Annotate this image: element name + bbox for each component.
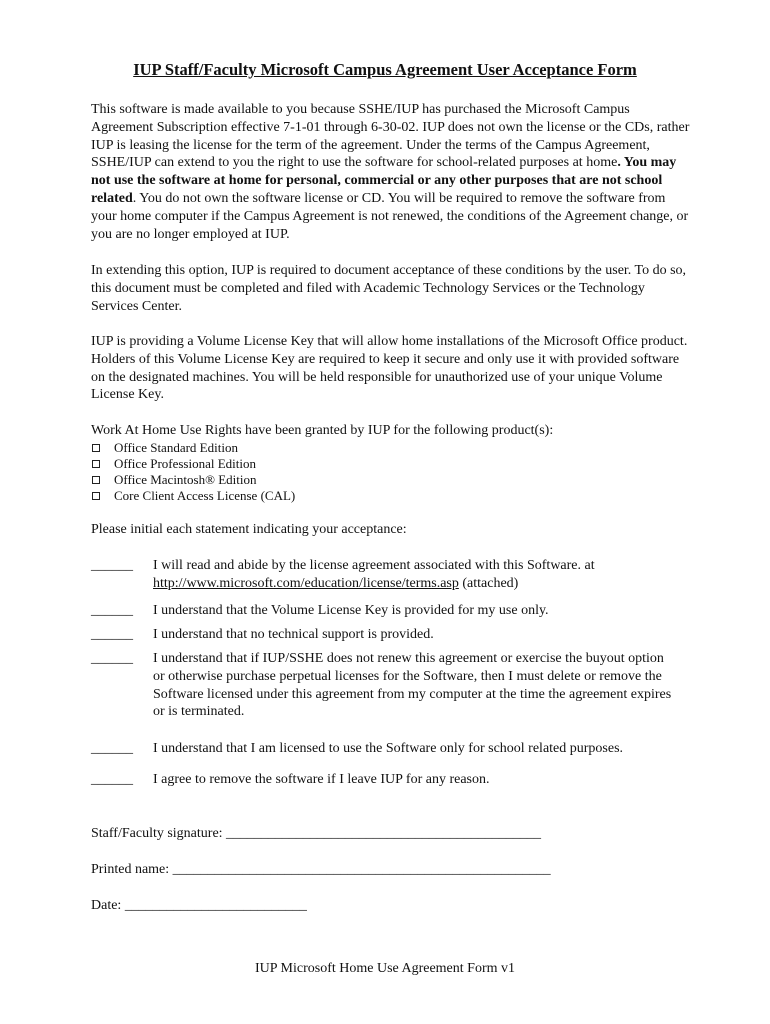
initial-prompt: Please initial each statement indicating your acceptance: (91, 522, 407, 537)
statement-row (91, 740, 691, 758)
initial-blank[interactable]: ______ (91, 558, 133, 573)
intro-text-1: This software is made available to you because SSHE/IUP has purchased the Microsoft Campus Agreement Subscription effective 7-1-01 through 6-30-02. IUP does not own the license or the CDs, rather IUP is leasing the license for the term of the agreement. Under the terms of the Campus Agreement, SSHE/IUP can extend to you the right to use the software for school-related purposes at home (91, 102, 690, 171)
initial-blank[interactable]: ______ (91, 772, 133, 787)
product-label: Office Macintosh® Edition (114, 472, 257, 487)
statement-row (91, 650, 691, 721)
initial-blank[interactable]: ______ (91, 741, 133, 756)
statement-text: I understand that no technical support is provided. (153, 627, 434, 642)
statement-row (91, 557, 691, 593)
signature-line[interactable]: Staff/Faculty signature: _____________________________________________ (91, 826, 542, 841)
product-label: Office Professional Edition (114, 456, 257, 471)
rights-heading: Work At Home Use Rights have been granted by IUP for the following product(s): (91, 423, 554, 438)
intro-bold-text: . You may not use the software at home for personal, commercial or any other purposes that are not school related (91, 155, 677, 206)
statement-row (91, 771, 691, 789)
product-label: Core Client Access License (CAL) (114, 488, 296, 503)
intro-text-2: . You do not own the software license or CD. You will be required to remove the software from your home computer if the Campus Agreement is not renewed, the conditions of the Agreement change, or you are no longer employed at IUP. (91, 190, 689, 242)
statement-text: I will read and abide by the license agreement associated with this Software. at http://www.microsoft.com/education/license/terms.asp (attached) (153, 558, 595, 591)
checkbox-icon[interactable] (92, 460, 100, 468)
page-footer: IUP Microsoft Home Use Agreement Form v1 (255, 961, 515, 976)
statement-text: I understand that if IUP/SSHE does not renew this agreement or exercise the buyout option or otherwise purchase perpetual licenses for the Software, then I must delete or remove the Software licensed under this agreement from my computer at the time the agreement expires or is terminated. (153, 651, 672, 720)
product-list (91, 440, 295, 504)
license-key-text: IUP is providing a Volume License Key that will allow home installations of the Microsoft Office product. Holders of this Volume License Key are required to keep it secure and only use it with provided software on the designated machines. You will be held responsible for unauthorized use of your unique Volume License Key. (91, 334, 688, 403)
extension-paragraph (91, 262, 691, 315)
checkbox-icon[interactable] (92, 492, 100, 500)
initial-blank[interactable]: ______ (91, 603, 133, 618)
document-title: IUP Staff/Faculty Microsoft Campus Agreement User Acceptance Form (133, 60, 637, 79)
statement-text: I understand that the Volume License Key is provided for my use only. (153, 603, 549, 618)
initial-blank[interactable]: ______ (91, 651, 133, 666)
checkbox-icon[interactable] (92, 476, 100, 484)
license-key-paragraph (91, 333, 691, 404)
product-item (91, 440, 295, 456)
statement-row (91, 626, 691, 644)
statement-text: I understand that I am licensed to use the Software only for school related purposes. (153, 741, 624, 756)
date-line[interactable]: Date: __________________________ (91, 898, 307, 913)
extension-text: In extending this option, IUP is required to document acceptance of these conditions by the user. To do so, this document must be completed and filed with Academic Technology Services or the Technology Services Center. (91, 263, 687, 314)
statement-text: I agree to remove the software if I leave IUP for any reason. (153, 772, 490, 787)
initial-blank[interactable]: ______ (91, 627, 133, 642)
product-item (91, 472, 295, 488)
product-item (91, 456, 295, 472)
checkbox-icon[interactable] (92, 444, 100, 452)
intro-paragraph (91, 101, 691, 243)
printed-name-line[interactable]: Printed name: ______________________________________________________ (91, 862, 551, 877)
license-terms-link[interactable]: http://www.microsoft.com/education/license/terms.asp (153, 575, 459, 591)
statement-row (91, 602, 691, 620)
product-item (91, 488, 295, 504)
product-label: Office Standard Edition (114, 440, 238, 455)
